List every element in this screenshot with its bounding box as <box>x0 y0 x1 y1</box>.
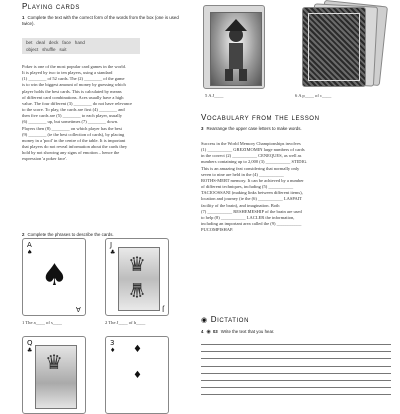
answer-line[interactable] <box>201 351 391 352</box>
word-box-row-2: object shuffle suit <box>26 47 67 52</box>
card-three-of-diamonds <box>105 336 169 414</box>
card-queen <box>22 336 86 414</box>
poker-passage: Poker is one of the most popular card games in the world. It is played by two to ten players, using a standard (1) ________ of 52 cards. The (2) ________ of the game is to win the biggest amount of money by guessing which player holds the best cards. This is calculated by means of different card combinations. Aces usually have a high value. The four different (3) ________ do not have relevance to the score. To play, the cards are first (4) ________ and then five cards are (5) ________ to each player, usually (6) ________ up, but sometimes (7) ________ down. Players then (8) ________ on which player has the best (9) ________ (ie the best collection of cards), by placing money in a 'pool' in the centre of the table. It is important that players do not reveal information about the cards they hold by not showing any signs of emotion – hence the expression 'a poker face'. <box>22 64 133 162</box>
crown-icon: ♛ <box>128 252 146 276</box>
question-2-instruction: Complete the phrases to describe the cards. <box>27 232 114 237</box>
section-title-playing-cards: Playing cards <box>22 2 80 11</box>
face-card-portrait <box>118 247 160 311</box>
card-joker-photo <box>203 5 265 89</box>
section-title-dictation <box>201 315 249 324</box>
question-number: 3 <box>201 126 204 131</box>
card-6-caption: 6 A p____ of c____ <box>295 93 332 98</box>
card-back <box>302 7 366 87</box>
crown-icon: ♛ <box>128 278 146 302</box>
spade-icon: ♠ <box>27 249 33 256</box>
diamond-icon: ♦ <box>133 370 142 381</box>
answer-line[interactable] <box>201 387 391 388</box>
jester-icon <box>211 13 261 85</box>
club-icon: ♣ <box>27 347 33 354</box>
face-card-portrait <box>35 345 77 409</box>
card-corner-rank: A <box>76 305 81 313</box>
joker-figure <box>210 12 262 86</box>
question-1-instruction: Complete the text with the correct form of the words from the box (one is used twice). <box>22 15 179 26</box>
question-1 <box>22 15 190 27</box>
card-corner-rank: J <box>161 305 164 313</box>
card-back-border <box>308 13 360 81</box>
question-number: 2 <box>22 232 25 237</box>
card-5-caption: 5 A J____ <box>205 93 224 98</box>
crown-icon: ♛ <box>45 350 63 374</box>
question-3-instruction: Rearrange the upper case letters to make words. <box>206 126 302 131</box>
card-corner-rank: Q <box>27 339 33 347</box>
question-4-instruction: Write the text that you hear. <box>220 329 275 334</box>
card-corner-rank: J <box>110 241 113 249</box>
answer-line[interactable] <box>201 394 391 395</box>
word-box-row-1: bet deal deck face hand <box>26 40 85 45</box>
card-corner-rank: 3 <box>110 339 115 347</box>
audio-track-number: 03 <box>212 329 218 334</box>
card-corner-rank: A <box>27 241 32 249</box>
dictation-answer-area[interactable] <box>201 338 391 400</box>
card-ace-of-spades <box>22 238 86 316</box>
card-2-caption: 2 The J____ of h____ <box>105 320 146 325</box>
card-jack <box>105 238 169 316</box>
dictation-title-text: Dictation <box>210 315 250 324</box>
club-icon: ♣ <box>110 249 116 256</box>
question-number: 1 <box>22 15 25 20</box>
question-4 <box>201 329 391 335</box>
answer-line[interactable] <box>201 373 391 374</box>
pack-of-cards <box>296 3 391 91</box>
card-1-caption: 1 The a____ of s____ <box>22 320 62 325</box>
memory-passage: Success in the World Memory Championships involves (1) ___________ GREZIMOMIN large numbers of cards in the correct (2) ___________ CENEQUES, as well as numbers containing up to 2,000 (3) ___________ STIDIG. This is an amazing feat considering that normally only seven to nine are held in the (4) ___________ ROTHS-MERT memory. It can be achieved by a number of different techniques, including (5) ___________ TACIOOSSANI (making links between different items), location and journey (ie the (6) ___________ LASPAIT facility of the brain), and imagination. Both (7) ___________ RESHEMESHIP of the brain are used to help (8) ___________ LACLER the information, including an important area called the (9) ___________ PUCOMPISHAP. <box>201 141 308 233</box>
answer-line[interactable] <box>201 358 391 359</box>
answer-line[interactable] <box>201 380 391 381</box>
diamond-icon: ♦ <box>110 347 116 354</box>
word-box <box>22 38 140 54</box>
answer-line[interactable] <box>201 366 391 367</box>
spade-icon: ♠ <box>41 258 68 293</box>
audio-disc-icon: ◉ <box>201 316 208 324</box>
section-title-vocabulary: Vocabulary from the lesson <box>201 113 320 122</box>
diamond-icon: ♦ <box>133 344 142 355</box>
audio-disc-icon: ◉ <box>206 329 211 335</box>
answer-line[interactable] <box>201 344 391 345</box>
question-number: 4 <box>201 329 204 334</box>
question-3 <box>201 126 391 132</box>
